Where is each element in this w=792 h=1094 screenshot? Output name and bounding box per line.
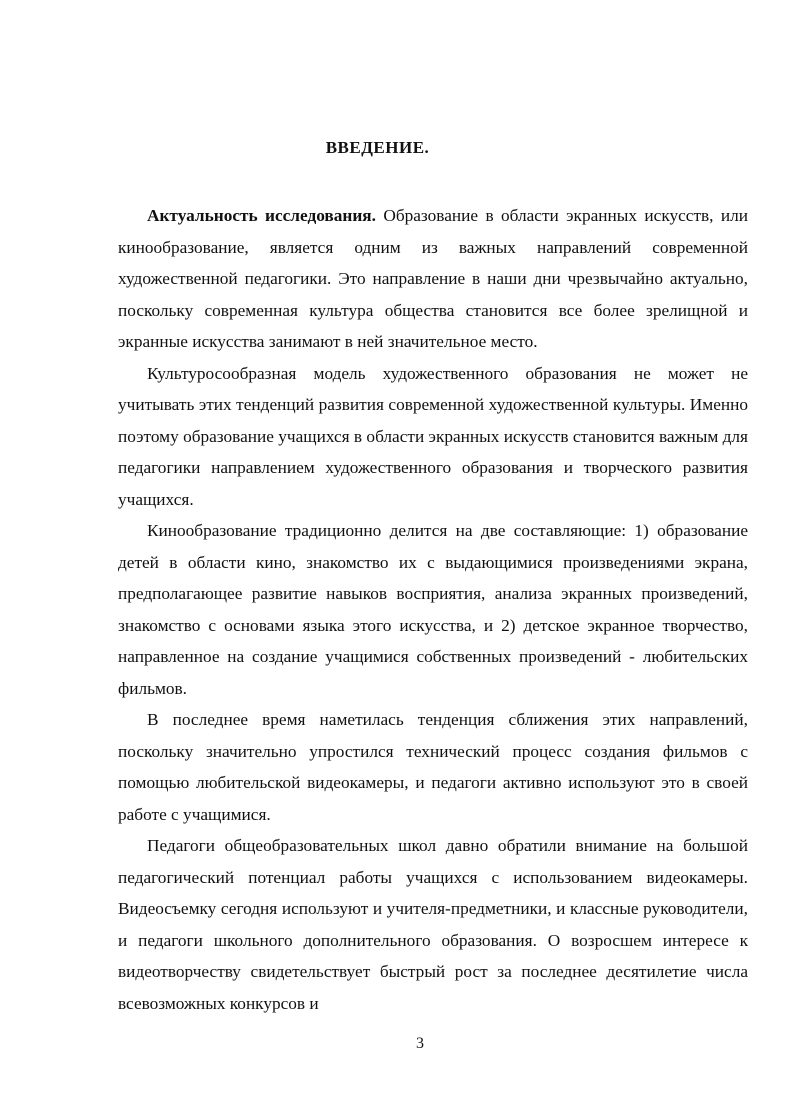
page-number: 3 bbox=[416, 1035, 424, 1052]
paragraph-text-relevance: Образование в области экранных искусств, или кинообразование, является одним из важных направлений современной художественной педагогики. Это направление в наши дни чрезвычайно актуально, поскольку современная культура общества становится все более зрелищной и экранные искусства занимают в ней значительное место. bbox=[118, 206, 748, 351]
page-title: ВВЕДЕНИЕ. bbox=[325, 138, 430, 157]
paragraph-lead-relevance: Актуальность исследования. bbox=[147, 206, 376, 225]
paragraph-text-cultural-model: Культуросообразная модель художественного образования не может не учитывать этих тенденций развития современной художественной культуры. Именно поэтому образование учащихся в области экранных искусств становится важным для педагогики направлением художественного образования и творческого развития учащихся. bbox=[118, 363, 748, 509]
paragraph-school-teachers bbox=[118, 830, 748, 1019]
paragraph-text-school-teachers: Педагоги общеобразовательных школ давно обратили внимание на большой педагогический потенциал работы учащихся с использованием видеокамеры. Видеосъемку сегодня используют и учителя-предметники, и классные руководители, и педагоги школьного дополнительного образования. О возросшем интересе к видеотворчеству свидетельствует быстрый рост за последнее десятилетие числа всевозможных конкурсов и bbox=[118, 836, 748, 1013]
paragraph-two-components bbox=[118, 515, 748, 704]
body-text bbox=[118, 200, 748, 1019]
paragraph-convergence bbox=[118, 704, 748, 830]
paragraph-cultural-model bbox=[118, 358, 748, 516]
paragraph-text-convergence: В последнее время наметилась тенденция сближения этих направлений, поскольку значительно упростился технический процесс создания фильмов с помощью любительской видеокамеры, и педагоги активно используют это в своей работе с учащимися. bbox=[118, 710, 748, 824]
paragraph-text-two-components: Кинообразование традиционно делится на две составляющие: 1) образование детей в области кино, знакомство их с выдающимися произведениями экрана, предполагающее развитие навыков восприятия, анализа экранных произведений, знакомство с основами языка этого искусства, и 2) детское экранное творчество, направленное на создание учащимися собственных произведений - любительских фильмов. bbox=[118, 521, 748, 698]
paragraph-relevance bbox=[118, 200, 748, 358]
